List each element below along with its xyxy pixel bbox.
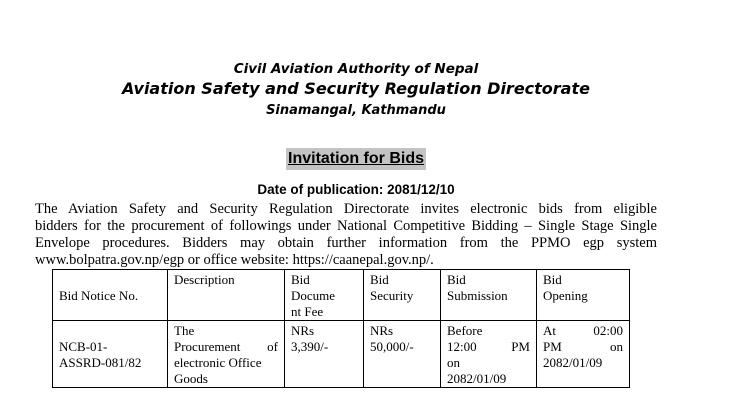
- cell-line: Submission: [447, 288, 508, 303]
- cell-line: Security: [370, 288, 414, 303]
- header-bid-notice-no: [53, 270, 168, 321]
- cell-line: Docume: [291, 288, 336, 303]
- cell-line: on: [447, 355, 460, 370]
- header-bid-security: [364, 270, 441, 321]
- cell-line: NCB-01-: [59, 339, 108, 354]
- cell-line: 12:00 PM: [447, 339, 530, 354]
- title-container: [0, 148, 712, 170]
- cell-line: Bid: [543, 272, 562, 287]
- cell-description: [168, 321, 285, 388]
- cell-line: Opening: [543, 288, 588, 303]
- cell-line: Procurement of: [174, 339, 278, 354]
- cell-line: NRs: [291, 323, 315, 338]
- cell-line: Bid: [370, 272, 389, 287]
- cell-line: 50,000/-: [370, 339, 414, 354]
- cell-line: Goods: [174, 371, 208, 386]
- document-title: Invitation for Bids: [286, 148, 426, 170]
- cell-line: Bid: [291, 272, 310, 287]
- directorate-name: Aviation Safety and Security Regulation Directorate: [122, 79, 590, 98]
- cell-line: The: [174, 323, 195, 338]
- paragraph-line: www.bolpatra.gov.np/egp or office website: https://caanepal.gov.np/.: [35, 252, 434, 268]
- paragraph-line: The Aviation Safety and Security Regulation Directorate invites electronic bids from eligible: [35, 201, 657, 217]
- cell-line: nt Fee: [291, 304, 324, 319]
- cell-line: Before: [447, 323, 483, 338]
- cell-line: 2082/01/09: [447, 371, 507, 386]
- cell-line: Description: [174, 272, 235, 287]
- office-location: Sinamangal, Kathmandu: [266, 103, 446, 118]
- table-row: [53, 321, 630, 388]
- cell-line: Bid Notice No.: [59, 288, 139, 303]
- organization-name: Civil Aviation Authority of Nepal: [233, 61, 479, 77]
- bid-table: [52, 269, 630, 388]
- cell-line: PM on: [543, 339, 623, 354]
- cell-line: electronic Office: [174, 355, 262, 370]
- header-bid-submission: [441, 270, 537, 321]
- cell-line: 3,390/-: [291, 339, 329, 354]
- cell-bid-opening: [537, 321, 630, 388]
- cell-bid-submission: [441, 321, 537, 388]
- header-bid-document-fee: [285, 270, 364, 321]
- cell-line: 2082/01/09: [543, 355, 603, 370]
- cell-bid-security: [364, 321, 441, 388]
- paragraph-line: Envelope procedures. Bidders may obtain further information from the PPMO egp system: [35, 235, 657, 251]
- publication-date: Date of publication: 2081/12/10: [257, 182, 455, 197]
- table-header-row: [53, 270, 630, 321]
- header-bid-opening: [537, 270, 630, 321]
- cell-line: NRs: [370, 323, 394, 338]
- cell-line: Bid: [447, 272, 466, 287]
- cell-bid-document-fee: [285, 321, 364, 388]
- cell-line: ASSRD-081/82: [59, 355, 142, 370]
- cell-line: At 02:00: [543, 323, 623, 338]
- paragraph-line: bidders for the procurement of followings under National Competitive Bidding – Single Stage Single: [35, 218, 657, 234]
- cell-bid-notice-no: [53, 321, 168, 388]
- header-description: [168, 270, 285, 321]
